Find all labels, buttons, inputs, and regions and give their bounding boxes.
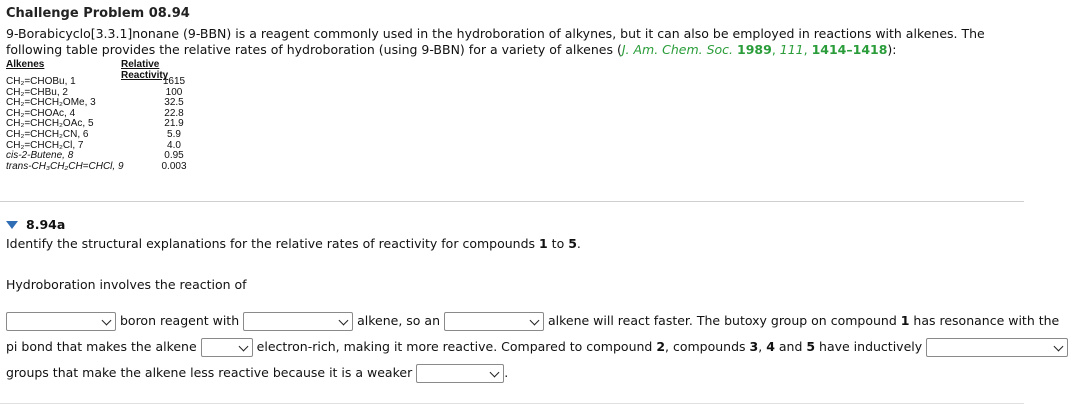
dropdown-alkene-type[interactable] <box>243 312 353 331</box>
chevron-down-icon <box>530 316 540 326</box>
section-divider <box>0 201 1024 202</box>
table-cell-value: 21.9 <box>164 118 184 130</box>
question-text: alkene will react faster. The butoxy group on compound <box>547 313 901 328</box>
table-row: CH₂=CHCH₂OMe, 3 <box>6 97 96 109</box>
question-line-2 <box>6 338 1068 357</box>
question-text: and <box>774 339 807 354</box>
intro-after: ): <box>887 42 897 57</box>
table-cell-value: 100 <box>165 86 183 98</box>
question-text: , compounds <box>665 339 750 354</box>
question-text: boron reagent with <box>119 313 240 328</box>
citation-pages: 1414–1418 <box>811 42 888 57</box>
question-line-3 <box>6 364 508 383</box>
chevron-down-icon <box>238 342 248 352</box>
question-text: groups that make the alkene less reactive because it is a weaker <box>6 365 413 380</box>
compound-number: 5 <box>806 339 816 354</box>
table-row: CH₂=CHCH₂CN, 6 <box>6 129 89 140</box>
chevron-down-icon <box>1054 342 1064 352</box>
table-cell-value: 1615 <box>162 76 186 87</box>
page-title: Challenge Problem 08.94 <box>6 6 190 21</box>
intro-paragraph <box>6 26 1016 58</box>
compound-number: 4 <box>766 339 775 354</box>
dropdown-inductive-groups[interactable] <box>926 338 1068 357</box>
compound-number: 3 <box>749 339 759 354</box>
chevron-down-icon <box>490 368 500 378</box>
compound-number: 1 <box>539 236 548 251</box>
citation-journal: J. Am. Chem. Soc. <box>621 42 734 57</box>
compound-number: 5 <box>568 236 577 251</box>
part-header[interactable] <box>6 217 65 232</box>
dropdown-boron-reagent[interactable] <box>6 312 116 331</box>
question-text: pi bond that makes the alkene <box>6 339 197 354</box>
question-text: electron-rich, making it more reactive. Compared to compound <box>256 339 657 354</box>
table-row: cis-2-Butene, 8 <box>6 150 74 162</box>
citation-volume: 111 <box>779 42 804 57</box>
table-cell-value: 0.95 <box>164 150 184 162</box>
citation: J. Am. Chem. Soc. 1989, 111, 1414–1418 <box>621 42 888 57</box>
question-text: . <box>504 365 509 380</box>
compound-number: 2 <box>656 339 666 354</box>
question-text: alkene, so an <box>357 313 441 328</box>
table-cell-value: 5.9 <box>167 129 181 140</box>
question-text: , <box>758 339 767 354</box>
table-cell-value: 22.8 <box>164 107 184 119</box>
question-lead: Hydroboration involves the reaction of <box>6 277 247 292</box>
table-row: CH₂=CHCH₂Cl, 7 <box>6 139 84 151</box>
compound-number: 1 <box>900 313 910 328</box>
table-row: CH₂=CHBu, 2 <box>6 86 68 98</box>
table-cell-value: 0.003 <box>161 160 187 172</box>
chevron-down-icon <box>102 316 112 326</box>
part-instruction <box>6 236 581 251</box>
question-line-1 <box>6 312 1059 331</box>
table-row: CH₂=CHOBu, 1 <box>6 76 76 87</box>
dropdown-alkene-faster[interactable] <box>444 312 544 331</box>
question-text: have inductively <box>815 339 923 354</box>
dropdown-electron-rich[interactable] <box>201 338 253 357</box>
instruction-text: Identify the structural explanations for the relative rates of reactivity for compounds <box>6 236 539 251</box>
table-header-reactivity: Relative Reactivity <box>121 59 169 81</box>
part-label: 8.94a <box>26 217 66 232</box>
table-header-alkenes: Alkenes <box>6 59 45 70</box>
instruction-text: to <box>547 236 569 251</box>
table-row: CH₂=CHCH₂OAc, 5 <box>6 118 94 130</box>
citation-year: 1989 <box>737 42 772 57</box>
dropdown-weaker[interactable] <box>416 364 504 383</box>
intro-text: 9-Borabicyclo[3.3.1]nonane (9-BBN) is a reagent commonly used in the hydroboration of alkynes, but it can also be employed in reactions with alkenes. The following table provides the relative rates of hydroboration (using 9-BBN) for a variety of alkenes ( <box>6 26 985 57</box>
bottom-divider <box>0 403 1024 404</box>
chevron-down-icon <box>339 316 349 326</box>
collapse-caret-icon[interactable] <box>6 221 18 229</box>
table-row: trans-CH₃CH₂CH=CHCl, 9 <box>6 160 124 172</box>
table-cell-value: 32.5 <box>164 97 184 109</box>
question-text: has resonance with the <box>909 313 1060 328</box>
table-cell-value: 4.0 <box>167 139 181 151</box>
instruction-text: . <box>576 236 581 251</box>
table-row: CH₂=CHOAc, 4 <box>6 107 76 119</box>
